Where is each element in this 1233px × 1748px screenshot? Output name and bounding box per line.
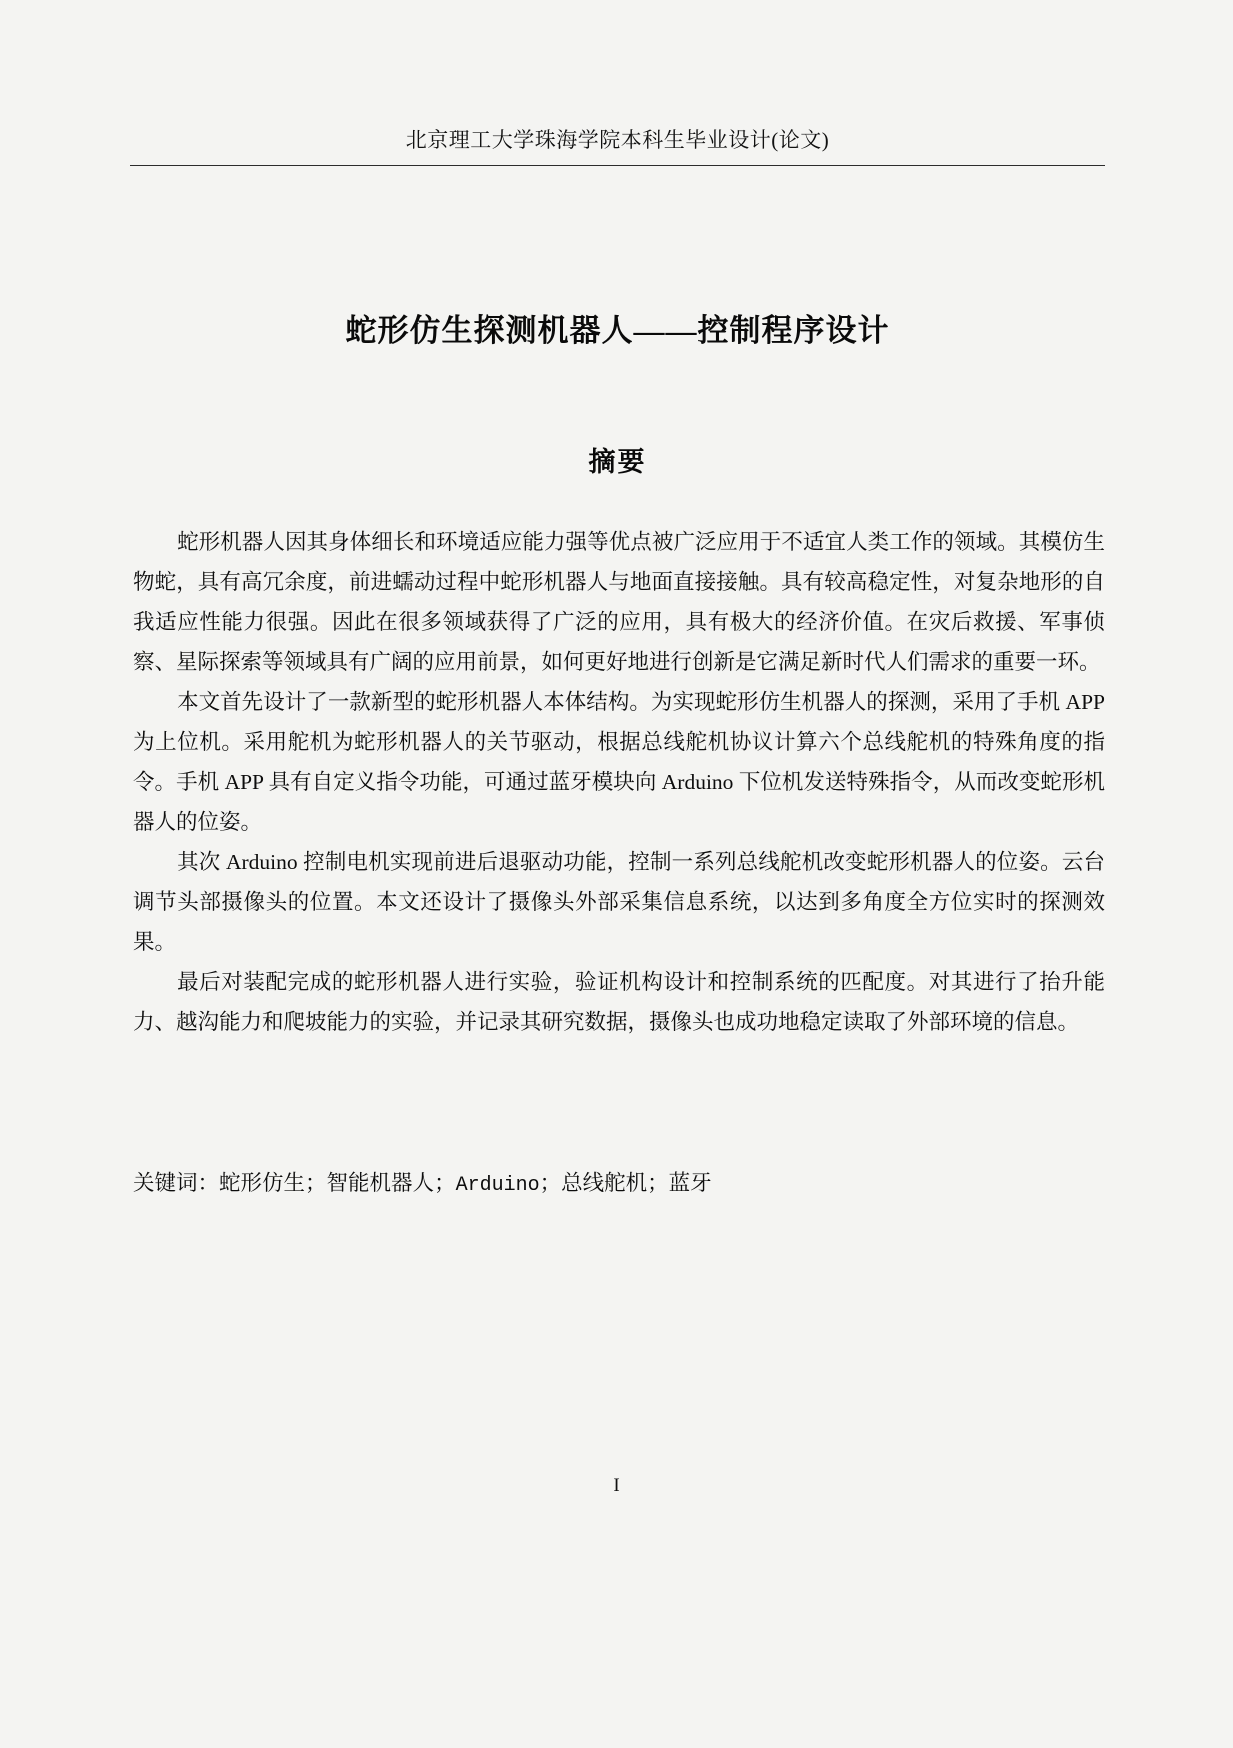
keyword-item: Arduino xyxy=(455,1174,540,1197)
abstract-paragraph: 最后对装配完成的蛇形机器人进行实验，验证机构设计和控制系统的匹配度。对其进行了抬升能力、越沟能力和爬坡能力的实验，并记录其研究数据，摄像头也成功地稳定读取了外部环境的信息。 xyxy=(133,970,1105,1034)
keyword-item: 蛇形仿生 xyxy=(219,1171,306,1195)
keyword-item: 蓝牙 xyxy=(668,1171,712,1195)
abstract-paragraph: 蛇形机器人因其身体细长和环境适应能力强等优点被广泛应用于不适宜人类工作的领域。其模仿生物蛇，具有高冗余度，前进蠕动过程中蛇形机器人与地面直接接触。具有较高稳定性，对复杂地形的自我适应性能力很强。因此在很多领域获得了广泛的应用，具有极大的经济价值。在灾后救援、军事侦察、星际探索等领域具有广阔的应用前景，如何更好地进行创新是它满足新时代人们需求的重要一环。 xyxy=(133,530,1105,674)
header-divider xyxy=(130,165,1105,166)
abstract-paragraph: 其次 Arduino 控制电机实现前进后退驱动功能，控制一系列总线舵机改变蛇形机器人的位姿。云台调节头部摄像头的位置。本文还设计了摄像头外部采集信息系统，以达到多角度全方位实时的探测效果。 xyxy=(133,850,1105,954)
keyword-separator: ； xyxy=(305,1171,327,1195)
abstract-body xyxy=(133,522,1105,1042)
page-header xyxy=(130,126,1105,166)
keyword-separator: ； xyxy=(647,1171,669,1195)
keyword-separator: ； xyxy=(539,1171,562,1195)
keyword-separator: ； xyxy=(434,1171,456,1195)
running-title: 北京理工大学珠海学院本科生毕业设计(论文) xyxy=(405,128,830,152)
page-number: I xyxy=(613,1475,620,1496)
keyword-item: 智能机器人 xyxy=(326,1171,435,1195)
keywords-line xyxy=(133,1163,1105,1206)
page-title: 蛇形仿生探测机器人——控制程序设计 xyxy=(345,313,890,348)
abstract-paragraph: 本文首先设计了一款新型的蛇形机器人本体结构。为实现蛇形仿生机器人的探测，采用了手机 APP 为上位机。采用舵机为蛇形机器人的关节驱动，根据总线舵机协议计算六个总线舵机的特殊角度的指令。手机 APP 具有自定义指令功能，可通过蓝牙模块向 Arduino 下位机发送特殊指令，从而改变蛇形机器人的位姿。 xyxy=(133,690,1105,834)
abstract-heading: 摘要 xyxy=(588,447,647,477)
keywords-label: 关键词： xyxy=(133,1171,220,1195)
keyword-item: 总线舵机 xyxy=(561,1171,648,1195)
